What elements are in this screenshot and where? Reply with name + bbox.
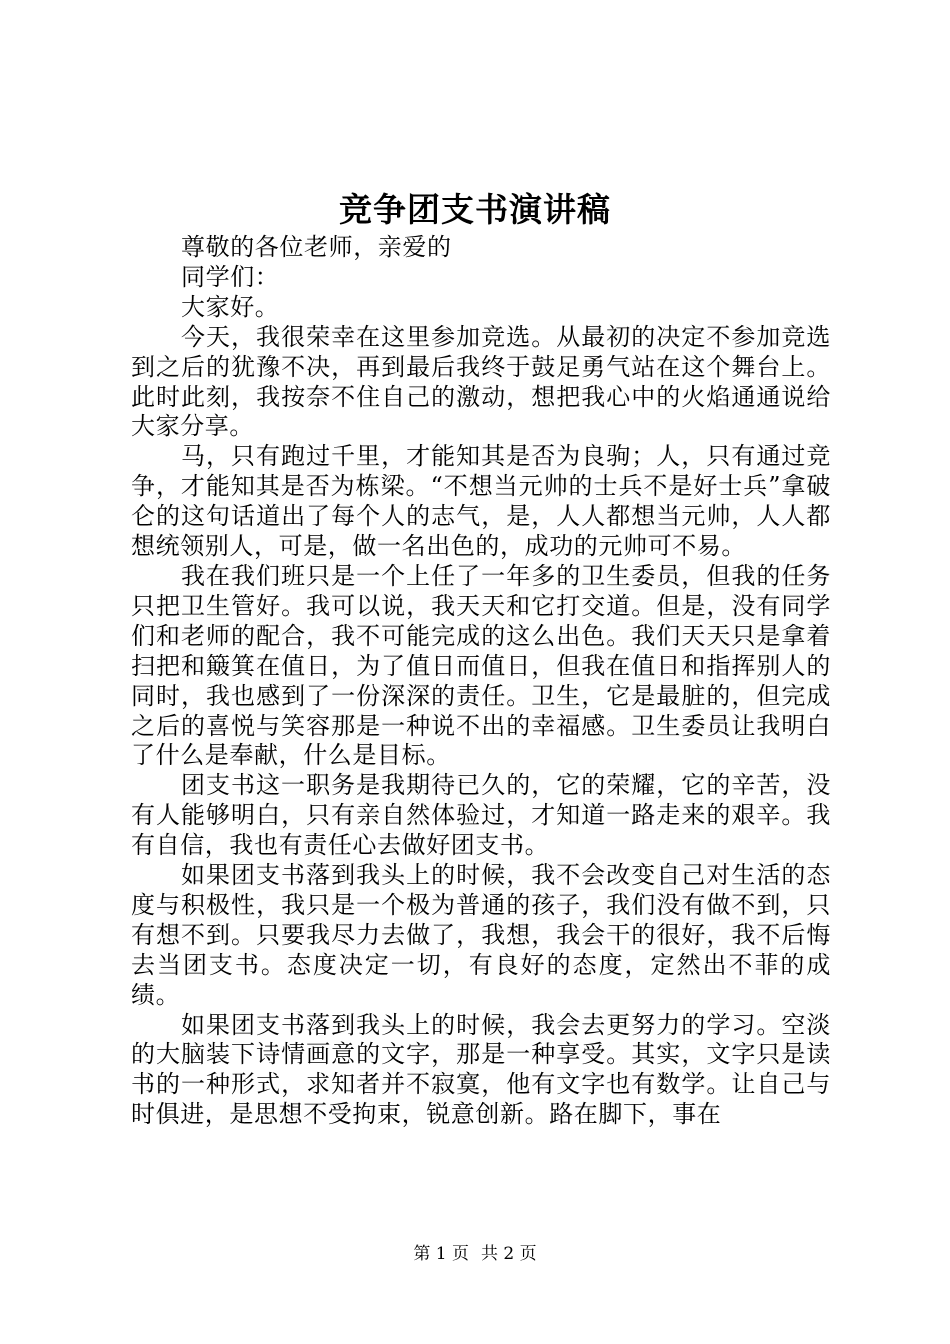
- paragraph-intro: 今天，我很荣幸在这里参加竞选。从最初的决定不参加竞选到之后的犹豫不决，再到最后我终于鼓足勇气站在这个舞台上。此时此刻，我按奈不住自己的激动，想把我心中的火焰通通说给大家分享。: [131, 322, 831, 441]
- paragraph-attitude: 如果团支书落到我头上的时候，我不会改变自己对生活的态度与积极性，我只是一个极为普通的孩子，我们没有做不到，只有想不到。只要我尽力去做了，我想，我会干的很好，我不后悔去当团支书。态度决定一切，有良好的态度，定然出不菲的成绩。: [131, 861, 831, 1009]
- paragraph-greeting-1: 尊敬的各位老师，亲爱的: [181, 233, 452, 261]
- paragraph-greeting-3: 大家好。: [181, 292, 280, 321]
- page-number: 第 1 页: [413, 1244, 469, 1264]
- paragraph-aspiration: 团支书这一职务是我期待已久的，它的荣耀，它的辛苦，没有人能够明白，只有亲自然体验过，才知道一路走来的艰辛。我有自信，我也有责任心去做好团支书。: [131, 771, 831, 860]
- page-total: 共 2 页: [481, 1244, 537, 1264]
- paragraph-study: 如果团支书落到我头上的时候，我会去更努力的学习。空淡的大脑装下诗情画意的文字，那是一种享受。其实，文字只是读书的一种形式，求知者并不寂寞，他有文字也有数学。让自己与时俱进，是思想不受拘束，锐意创新。路在脚下，事在: [131, 1010, 831, 1129]
- paragraph-experience: 我在我们班只是一个上任了一年多的卫生委员，但我的任务只把卫生管好。我可以说，我天天和它打交道。但是，没有同学们和老师的配合，我不可能完成的这么出色。我们天天只是拿着扫把和簸箕在值日，为了值日而值日，但我在值日和指挥别人的同时，我也感到了一份深深的责任。卫生，它是最脏的，但完成之后的喜悦与笑容那是一种说不出的幸福感。卫生委员让我明白了什么是奉献，什么是目标。: [131, 561, 831, 770]
- document-body: [131, 233, 831, 1130]
- document-title: 竞争团支书演讲稿: [339, 190, 611, 229]
- paragraph-competition: 马，只有跑过千里，才能知其是否为良驹；人，只有通过竞争，才能知其是否为栋梁。“不想当元帅的士兵不是好士兵”拿破仑的这句话道出了每个人的志气，是，人人都想当元帅，人人都想统领别人，可是，做一名出色的，成功的元帅可不易。: [131, 442, 831, 561]
- paragraph-greeting-2: 同学们：: [181, 262, 280, 291]
- page-footer: [0, 1239, 950, 1264]
